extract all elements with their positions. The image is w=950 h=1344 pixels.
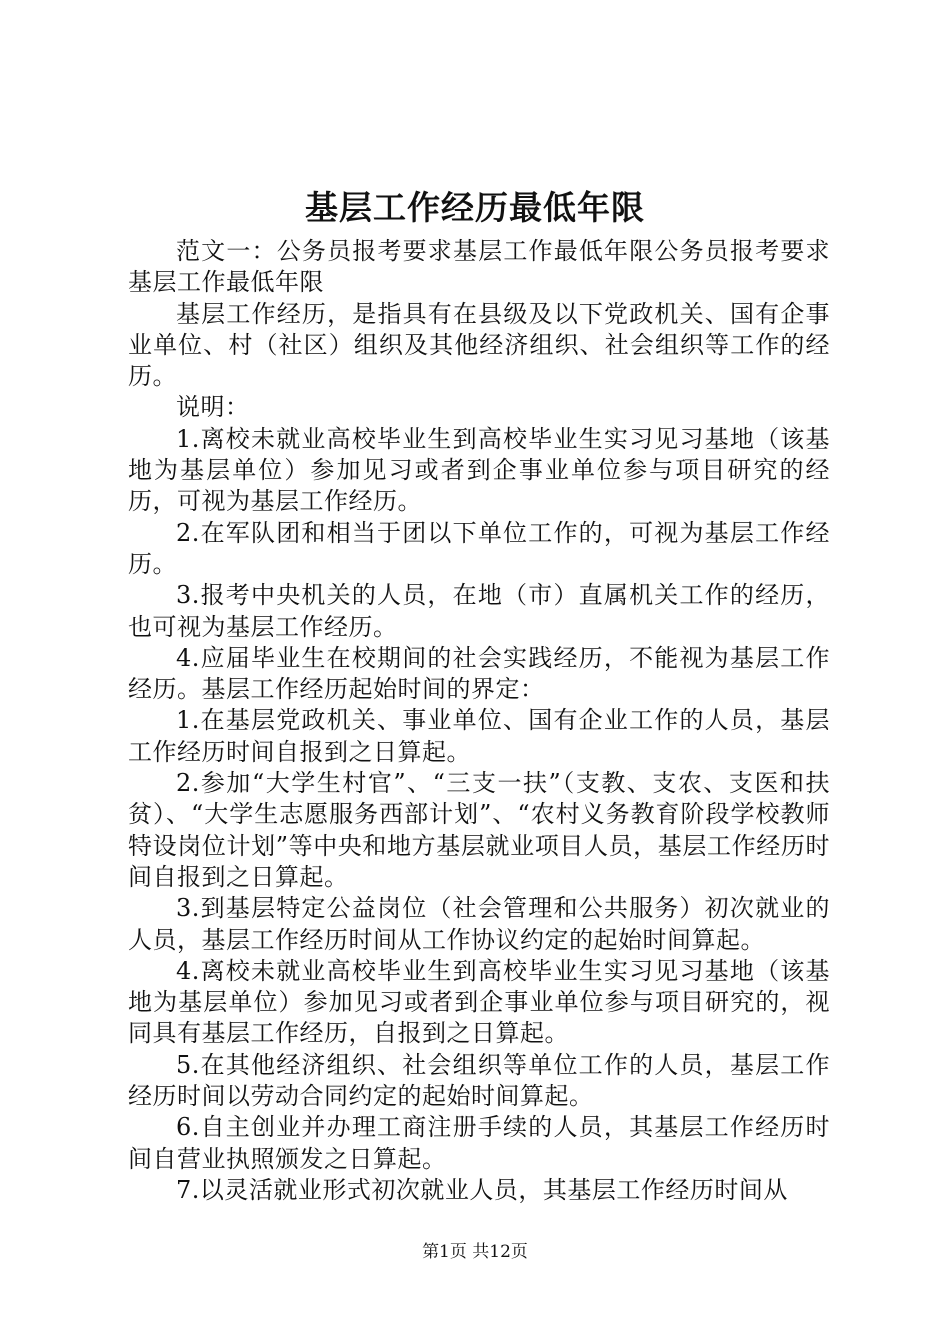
paragraph: 1.离校未就业高校毕业生到高校毕业生实习见习基地（该基地为基层单位）参加见习或者到企事业单位参与项目研究的经历，可视为基层工作经历。 (128, 424, 830, 516)
paragraph: 6.自主创业并办理工商注册手续的人员，其基层工作经历时间自营业执照颁发之日算起。 (128, 1113, 830, 1173)
paragraph: 2.在军队团和相当于团以下单位工作的，可视为基层工作经历。 (128, 518, 830, 578)
paragraph: 3.到基层特定公益岗位（社会管理和公共服务）初次就业的人员，基层工作经历时间从工作协议约定的起始时间算起。 (128, 894, 830, 954)
paragraph: 2.参加“大学生村官”、“三支一扶”（支教、支农、支医和扶贫）、“大学生志愿服务西部计划”、“农村义务教育阶段学校教师特设岗位计划”等中央和地方基层就业项目人员，基层工作经历时间自报到之日算起。 (128, 769, 830, 891)
paragraph: 7.以灵活就业形式初次就业人员，其基层工作经历时间从 (176, 1175, 788, 1204)
paragraph: 4.离校未就业高校毕业生到高校毕业生实习见习基地（该基地为基层单位）参加见习或者到企事业单位参与项目研究的，视同具有基层工作经历，自报到之日算起。 (128, 956, 830, 1048)
page-number-footer: 第1页 共12页 (422, 1242, 528, 1262)
paragraph: 说明： (176, 393, 250, 422)
document-body (128, 236, 830, 1206)
paragraph: 1.在基层党政机关、事业单位、国有企业工作的人员，基层工作经历时间自报到之日算起。 (128, 706, 830, 766)
paragraph: 4.应届毕业生在校期间的社会实践经历，不能视为基层工作经历。基层工作经历起始时间的界定： (128, 643, 830, 704)
document-title: 基层工作经历最低年限 (305, 188, 645, 227)
paragraph: 范文一：公务员报考要求基层工作最低年限公务员报考要求基层工作最低年限 (128, 237, 830, 297)
paragraph: 5.在其他经济组织、社会组织等单位工作的人员，基层工作经历时间以劳动合同约定的起始时间算起。 (128, 1050, 830, 1111)
paragraph: 3.报考中央机关的人员，在地（市）直属机关工作的经历，也可视为基层工作经历。 (128, 581, 830, 641)
paragraph: 基层工作经历，是指具有在县级及以下党政机关、国有企事业单位、村（社区）组织及其他经济组织、社会组织等工作的经历。 (128, 299, 830, 391)
